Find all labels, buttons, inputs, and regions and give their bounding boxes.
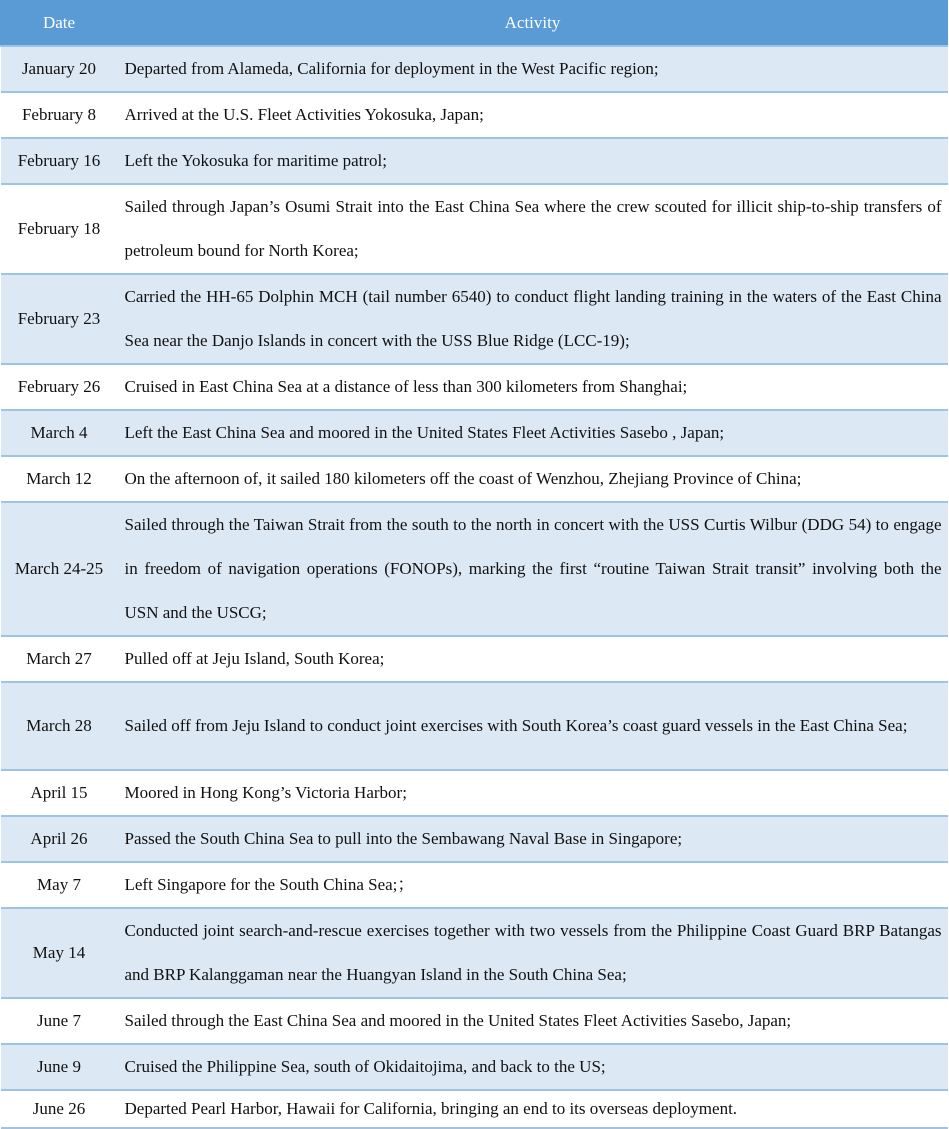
row-activity: Carried the HH-65 Dolphin MCH (tail number 6540) to conduct flight landing training in the waters of the East China Sea near the Danjo Islands in concert with the USS Blue Ridge (LCC-19);: [118, 274, 948, 364]
row-date: June 26: [1, 1090, 118, 1128]
table-row: [1, 1090, 948, 1128]
row-date: March 24-25: [1, 502, 118, 636]
row-activity: Left the Yokosuka for maritime patrol;: [118, 138, 948, 184]
row-date: March 28: [1, 682, 118, 770]
row-activity: Departed from Alameda, California for deployment in the West Pacific region;: [118, 46, 948, 92]
row-date: February 18: [1, 184, 118, 274]
row-date: March 4: [1, 410, 118, 456]
row-date: April 15: [1, 770, 118, 816]
row-date: June 9: [1, 1044, 118, 1090]
table-row: [1, 816, 948, 862]
row-date: February 8: [1, 92, 118, 138]
row-activity: Passed the South China Sea to pull into the Sembawang Naval Base in Singapore;: [118, 816, 948, 862]
table-row: [1, 92, 948, 138]
table-row: [1, 274, 948, 364]
table-row: [1, 770, 948, 816]
header-row: [1, 1, 948, 47]
row-activity: Sailed through the Taiwan Strait from the south to the north in concert with the USS Curtis Wilbur (DDG 54) to engage in freedom of navigation operations (FONOPs), marking the first “routine Taiwan Strait transit” involving both the USN and the USCG;: [118, 502, 948, 636]
table-row: [1, 138, 948, 184]
date-column-header: Date: [1, 1, 118, 47]
row-date: February 23: [1, 274, 118, 364]
table-row: [1, 862, 948, 908]
row-date: June 7: [1, 998, 118, 1044]
row-activity: Cruised in East China Sea at a distance of less than 300 kilometers from Shanghai;: [118, 364, 948, 410]
row-date: February 26: [1, 364, 118, 410]
table-row: [1, 502, 948, 636]
activity-column-header: Activity: [118, 1, 948, 47]
row-activity: Conducted joint search-and-rescue exercises together with two vessels from the Philippine Coast Guard BRP Batangas and BRP Kalanggaman near the Huangyan Island in the South China Sea;: [118, 908, 948, 998]
table-row: [1, 46, 948, 92]
row-activity: Moored in Hong Kong’s Victoria Harbor;: [118, 770, 948, 816]
row-activity: Sailed through Japan’s Osumi Strait into the East China Sea where the crew scouted for illicit ship-to-ship transfers of petroleum bound for North Korea;: [118, 184, 948, 274]
row-activity: Sailed through the East China Sea and moored in the United States Fleet Activities Sasebo, Japan;: [118, 998, 948, 1044]
row-activity: Pulled off at Jeju Island, South Korea;: [118, 636, 948, 682]
row-activity: Left Singapore for the South China Sea;；: [118, 862, 948, 908]
row-date: March 12: [1, 456, 118, 502]
table-row: [1, 908, 948, 998]
table-row: [1, 682, 948, 770]
table-row: [1, 636, 948, 682]
row-date: April 26: [1, 816, 118, 862]
row-activity: Left the East China Sea and moored in the United States Fleet Activities Sasebo , Japan;: [118, 410, 948, 456]
table-row: [1, 364, 948, 410]
table-row: [1, 998, 948, 1044]
row-activity: On the afternoon of, it sailed 180 kilometers off the coast of Wenzhou, Zhejiang Province of China;: [118, 456, 948, 502]
table-row: [1, 1044, 948, 1090]
table-row: [1, 456, 948, 502]
row-activity: Cruised the Philippine Sea, south of Okidaitojima, and back to the US;: [118, 1044, 948, 1090]
row-date: May 7: [1, 862, 118, 908]
table-row: [1, 184, 948, 274]
row-date: March 27: [1, 636, 118, 682]
row-activity: Sailed off from Jeju Island to conduct joint exercises with South Korea’s coast guard vessels in the East China Sea;: [118, 682, 948, 770]
row-activity: Arrived at the U.S. Fleet Activities Yokosuka, Japan;: [118, 92, 948, 138]
row-date: January 20: [1, 46, 118, 92]
row-activity: Departed Pearl Harbor, Hawaii for California, bringing an end to its overseas deployment.: [118, 1090, 948, 1128]
row-date: May 14: [1, 908, 118, 998]
row-date: February 16: [1, 138, 118, 184]
table-row: [1, 410, 948, 456]
